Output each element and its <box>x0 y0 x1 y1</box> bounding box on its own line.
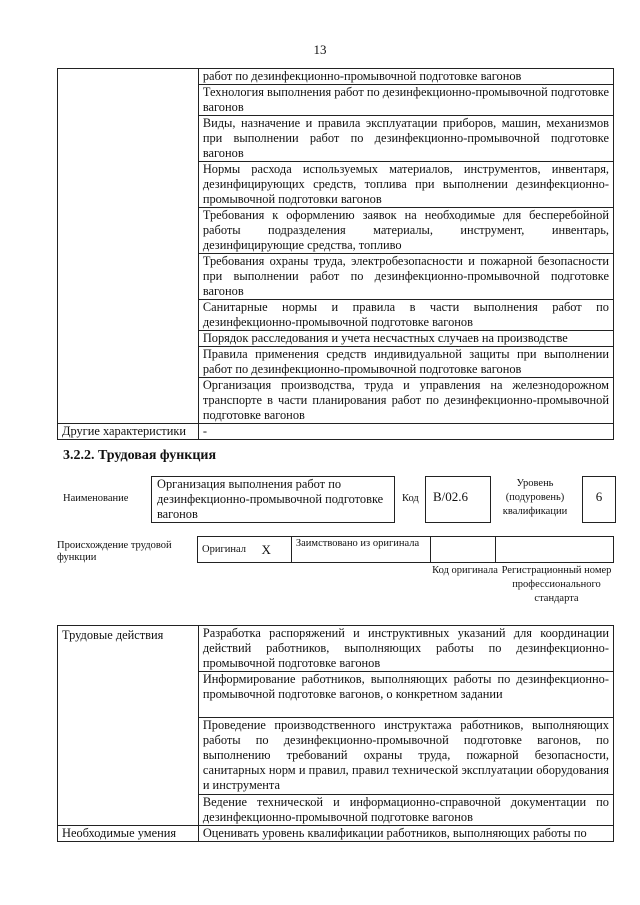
page-number: 13 <box>313 42 327 57</box>
borrowed-label: Заимствовано из оригинала <box>291 537 430 563</box>
knowledge-label-cell <box>58 69 199 424</box>
labor-actions-table <box>57 625 614 842</box>
function-name-value: Организация выполнения работ по дезинфекционно-промывочной подготовке вагонов <box>157 477 384 521</box>
knowledge-item: Требования к оформлению заявок на необходимые для бесперебойной работы подразделения материалы, инструмент, инвентарь, дезинфицирующие средства, топливо <box>198 208 613 254</box>
original-label: Оригинал <box>198 537 258 563</box>
knowledge-table <box>57 68 614 440</box>
level-box <box>582 476 616 523</box>
labor-action-item: Разработка распоряжений и инструктивных указаний для координации действий работников, выполняющих работы по дезинфекционно-промывочной подготовке вагонов <box>198 626 613 672</box>
knowledge-item: Порядок расследования и учета несчастных случаев на производстве <box>198 331 613 347</box>
knowledge-item: Технология выполнения работ по дезинфекционно-промывочной подготовке вагонов <box>198 85 613 116</box>
other-characteristics-value: - <box>198 424 613 440</box>
other-characteristics-label: Другие характеристики <box>58 424 199 440</box>
function-name-box <box>151 476 395 523</box>
labor-action-item: Проведение производственного инструктажа работников, выполняющих работы по дезинфекционно-промывочной подготовке вагонов, по выполнению требований охраны труда, пожарной безопасности, санитарных норм и правил, правил технической эксплуатации оборудования и инструмента <box>198 718 613 795</box>
code-box <box>425 476 491 523</box>
level-label: Уровень (подуровень) квалификации <box>502 478 568 517</box>
knowledge-item: Организация производства, труда и управления на железнодорожном транспорте в части планирования работ по дезинфекционно-промывочной подготовке вагонов <box>198 378 613 424</box>
name-label: Наименование <box>63 493 129 504</box>
knowledge-item: Нормы расхода используемых материалов, инструментов, инвентаря, дезинфицирующих средств, топлива при выполнении дезинфекционно-промывочной подготовки вагонов <box>198 162 613 208</box>
level-value: 6 <box>595 489 603 504</box>
labor-action-item: Ведение технической и информационно-справочной документации по дезинфекционно-промывочной подготовке вагонов <box>198 795 613 826</box>
original-mark: X <box>257 537 291 563</box>
origin-label: Происхождение трудовой функции <box>57 540 172 563</box>
labor-actions-label: Трудовые действия <box>58 626 199 826</box>
code-value: B/02.6 <box>433 489 469 504</box>
required-skill-item: Оценивать уровень квалификации работников, выполняющих работы по <box>198 826 613 842</box>
labor-action-item: Информирование работников, выполняющих работы по дезинфекционно-промывочной подготовке вагонов, о конкретном задании <box>198 672 613 718</box>
knowledge-item: работ по дезинфекционно-промывочной подготовке вагонов <box>198 69 613 85</box>
registration-number-cell <box>496 537 614 563</box>
origin-table <box>197 536 614 563</box>
code-label: Код <box>402 493 419 504</box>
knowledge-item: Санитарные нормы и правила в части выполнения работ по дезинфекционно-промывочной подготовке вагонов <box>198 300 613 331</box>
required-skills-label: Необходимые умения <box>58 826 199 842</box>
knowledge-item: Требования охраны труда, электробезопасности и пожарной безопасности при выполнении работ по дезинфекционно-промывочной подготовке вагонов <box>198 254 613 300</box>
original-code-cell <box>430 537 496 563</box>
original-code-caption: Код оригинала <box>432 565 498 576</box>
knowledge-item: Правила применения средств индивидуальной защиты при выполнении работ по дезинфекционно-промывочной подготовке вагонов <box>198 347 613 378</box>
knowledge-item: Виды, назначение и правила эксплуатации приборов, машин, механизмов при выполнении работ по дезинфекционно-промывочной подготовке вагонов <box>198 116 613 162</box>
section-heading: 3.2.2. Трудовая функция <box>63 448 217 463</box>
registration-number-caption: Регистрационный номер профессионального стандарта <box>501 565 612 604</box>
